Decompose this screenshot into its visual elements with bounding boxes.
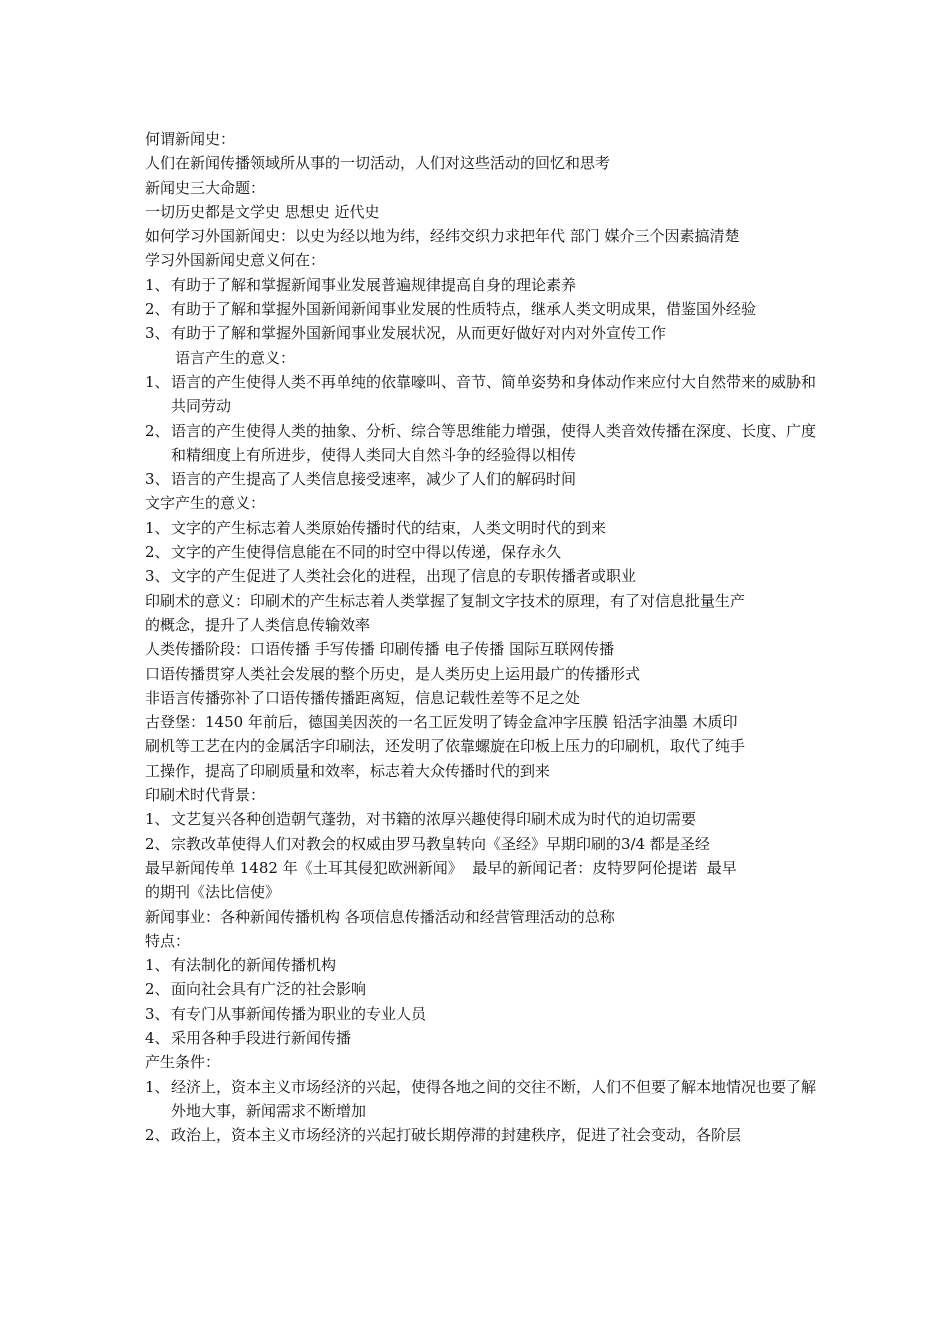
communication-stages: 人类传播阶段：口语传播 手写传播 印刷传播 电子传播 国际互联网传播 xyxy=(145,640,615,659)
list-text: 文字的产生标志着人类原始传播时代的结束，人类文明时代的到来 xyxy=(171,518,607,537)
list-text: 采用各种手段进行新闻传播 xyxy=(171,1028,352,1047)
list-number: 2、 xyxy=(145,1126,170,1145)
heading-significance: 学习外国新闻史意义何在： xyxy=(145,251,326,270)
list-item xyxy=(145,419,817,468)
printing-significance-cont: 的概念，提升了人类信息传输效率 xyxy=(145,615,371,634)
list-item xyxy=(145,977,817,1001)
list-item xyxy=(145,370,817,419)
list-number: 1、 xyxy=(145,810,170,829)
three-propositions: 一切历史都是文学史 思想史 近代史 xyxy=(145,202,380,221)
nonverbal-communication: 非语言传播弥补了口语传播传播距离短，信息记载性差等不足之处 xyxy=(145,688,581,707)
list-item xyxy=(145,1123,817,1147)
heading-printing-background: 印刷术时代背景： xyxy=(145,786,266,805)
list-number: 3、 xyxy=(145,567,170,586)
list-text: 有助于了解和掌握外国新闻新闻事业发展的性质特点，继承人类文明成果，借鉴国外经验 xyxy=(171,300,757,319)
list-item xyxy=(145,564,817,588)
heading-conditions: 产生条件： xyxy=(145,1053,221,1072)
definition-news-history: 人们在新闻传播领域所从事的一切活动，人们对这些活动的回忆和思考 xyxy=(145,154,611,173)
list-text: 文艺复兴各种创造朝气蓬勃，对书籍的浓厚兴趣使得印刷术成为时代的迫切需要 xyxy=(171,810,697,829)
list-text: 政治上，资本主义市场经济的兴起打破长期停滞的封建秩序，促进了社会变动，各阶层 xyxy=(171,1126,742,1145)
list-item xyxy=(145,467,817,491)
list-number: 1、 xyxy=(145,275,170,294)
earliest-news-cont: 的期刊《法比信使》 xyxy=(145,883,281,902)
list-item xyxy=(145,807,817,831)
list-text: 语言的产生使得人类的抽象、分析、综合等思维能力增强，使得人类音效传播在深度、长度、广度和精细度上有所进步，使得人类同大自然斗争的经验得以相传 xyxy=(171,421,817,464)
list-text: 语言的产生使得人类不再单纯的依靠嚎叫、音节、简单姿势和身体动作来应付大自然带来的威胁和共同劳动 xyxy=(171,372,817,416)
list-item xyxy=(145,1075,817,1124)
list-item xyxy=(145,516,817,540)
list-number: 1、 xyxy=(145,372,170,391)
gutenberg-paragraph-cont: 刷机等工艺在内的金属活字印刷法，还发明了依靠螺旋在印板上压力的印刷机，取代了纯手 xyxy=(145,737,746,756)
list-text: 语言的产生提高了人类信息接受速率，减少了人们的解码时间 xyxy=(171,470,577,489)
heading-three-propositions: 新闻史三大命题： xyxy=(145,178,266,197)
heading-writing-significance: 文字产生的意义： xyxy=(145,494,266,513)
list-number: 1、 xyxy=(145,518,170,537)
list-text: 有法制化的新闻传播机构 xyxy=(171,956,337,975)
list-item xyxy=(145,321,817,345)
list-text: 文字的产生使得信息能在不同的时空中得以传递，保存永久 xyxy=(171,543,562,562)
earliest-news: 最早新闻传单 1482 年《土耳其侵犯欧洲新闻》 最早的新闻记者：皮特罗阿伦提诺 最早 xyxy=(145,858,737,877)
document-page xyxy=(145,127,817,1147)
list-number: 4、 xyxy=(145,1028,170,1047)
list-text: 有助于了解和掌握外国新闻事业发展状况，从而更好做好对内对外宣传工作 xyxy=(171,324,667,343)
list-text: 有专门从事新闻传播为职业的专业人员 xyxy=(171,1004,427,1023)
list-item xyxy=(145,832,817,856)
list-number: 3、 xyxy=(145,470,170,489)
list-number: 3、 xyxy=(145,1004,170,1023)
list-text: 宗教改革使得人们对教会的权威由罗马教皇转向《圣经》早期印刷的3/4 都是圣经 xyxy=(171,834,710,853)
news-business-definition: 新闻事业：各种新闻传播机构 各项信息传播活动和经营管理活动的总称 xyxy=(145,907,615,926)
list-number: 2、 xyxy=(145,421,170,440)
gutenberg-paragraph: 古登堡：1450 年前后，德国美因茨的一名工匠发明了铸金盒冲字压膜 铅活字油墨 木质印 xyxy=(145,713,738,732)
list-item xyxy=(145,540,817,564)
heading-features: 特点： xyxy=(145,931,191,950)
list-item xyxy=(145,1002,817,1026)
how-to-study: 如何学习外国新闻史：以史为经以地为纬，经纬交织力求把年代 部门 媒介三个因素搞清楚 xyxy=(145,227,740,246)
list-number: 3、 xyxy=(145,324,170,343)
list-number: 1、 xyxy=(145,1077,170,1096)
list-text: 面向社会具有广泛的社会影响 xyxy=(171,980,367,999)
list-number: 1、 xyxy=(145,956,170,975)
list-text: 经济上，资本主义市场经济的兴起，使得各地之间的交往不断，人们不但要了解本地情况也要了解外地大事，新闻需求不断增加 xyxy=(171,1077,817,1120)
list-number: 2、 xyxy=(145,980,170,999)
list-item xyxy=(145,953,817,977)
list-number: 2、 xyxy=(145,300,170,319)
heading-news-history: 何谓新闻史： xyxy=(145,130,236,148)
printing-significance: 印刷术的意义：印刷术的产生标志着人类掌握了复制文字技术的原理，有了对信息批量生产 xyxy=(145,591,746,610)
list-text: 有助于了解和掌握新闻事业发展普遍规律提高自身的理论素养 xyxy=(171,275,577,294)
gutenberg-paragraph-end: 工操作，提高了印刷质量和效率，标志着大众传播时代的到来 xyxy=(145,761,551,780)
list-item xyxy=(145,1026,817,1050)
list-item xyxy=(145,297,817,321)
heading-language-significance: 语言产生的意义： xyxy=(175,348,296,367)
list-number: 2、 xyxy=(145,543,170,562)
list-text: 文字的产生促进了人类社会化的进程，出现了信息的专职传播者或职业 xyxy=(171,567,637,586)
list-number: 2、 xyxy=(145,834,170,853)
list-item xyxy=(145,273,817,297)
oral-communication: 口语传播贯穿人类社会发展的整个历史，是人类历史上运用最广的传播形式 xyxy=(145,664,641,683)
